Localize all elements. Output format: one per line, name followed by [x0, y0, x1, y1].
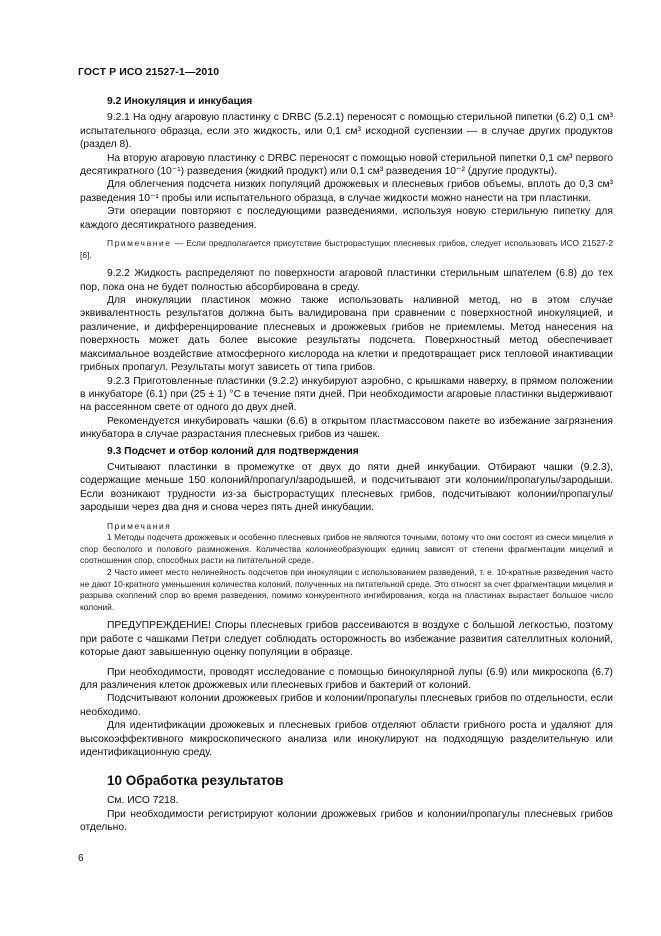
- page-number: 6: [78, 853, 84, 864]
- section-heading-9-3: 9.3 Подсчет и отбор колоний для подтверждения: [107, 445, 359, 457]
- paragraph: Подсчитывают колонии дрожжевых грибов и колонии/пропагулы плесневых грибов по отдельности, если необходимо.: [80, 693, 613, 718]
- note: [80, 238, 613, 261]
- paragraph-9-2-1: 9.2.1 На одну агаровую пластинку с DRBC (5.2.1) переносят с помощью стерильной пипетки (6.2) 0,1 см³ испытательного образца, если это жидкость, или 0,1 см³ исходной суспензии — в случае других продуктов (раздел 8).: [80, 112, 613, 151]
- notes-label: Примечания: [107, 520, 172, 531]
- paragraph: При необходимости регистрируют колонии дрожжевых грибов и колонии/пропагулы плесневых грибов отдельно.: [80, 808, 613, 834]
- paragraph: Для облегчения подсчета низких популяций дрожжевых и плесневых грибов объемы, вплоть до 0,3 см³ разведения 10⁻¹ пробы или испытательного образца, в случае жидкости можно нанести на три пластинки.: [80, 179, 613, 204]
- paragraph: При необходимости, проводят исследование с помощью бинокулярной лупы (6.9) или микроскопа (6.7) для различения клеток дрожжевых или плесневых грибов и бактерий от колоний.: [80, 666, 613, 691]
- warning-paragraph: ПРЕДУПРЕЖДЕНИЕ! Споры плесневых грибов рассеиваются в воздухе с большой легкостью, поэтому при работе с чашками Петри следует соблюдать осторожность во избежание развития сателлитных колоний, которые дают завышенную оценку популяции в образце.: [80, 620, 613, 659]
- note-2: 2 Часто имеет место нелинейность подсчетов при инокуляции с использованием разведений, т. е. 10-кратные разведения часто не дают 10-кратного уменьшения количества колоний, полученных на питательной среде. Это относят за счет фрагментации мицелия и разрыва скоплений спор во время разведения, помимо конкурентного ингибирования, когда на пластинах вырастает большое число колоний.: [80, 566, 613, 612]
- paragraph: Считывают пластинки в промежутке от двух до пяти дней инкубации. Отбирают чашки (9.2.3), содержащие меньше 150 колоний/пропагул/зародышей, и подсчитывают эти колонии/пропагулы/зародыши. Если возникают трудности из-за быстрорастущих плесневых грибов, подсчитывают колонии/пропагулы/зародыши через два дня и снова через пять дней инкубации.: [80, 461, 613, 514]
- note-text: — Если предполагается присутствие быстрорастущих плесневых грибов, следует использовать ИСО 21527-2 [6].: [80, 238, 613, 260]
- section-heading-9-2: 9.2 Инокуляция и инкубация: [107, 96, 253, 107]
- paragraph: Эти операции повторяют с последующими разведениями, используя новую стерильную пипетку для каждого десятикратного разведения.: [80, 206, 613, 231]
- page-body: [80, 95, 613, 835]
- section-heading-10: 10 Обработка результатов: [107, 773, 284, 789]
- note-1: 1 Методы подсчета дрожжевых и особенно плесневых грибов не являются точными, потому что они состоят из смеси мицелия и спор бесполого и полового размножения. Количества колониеобразующих единиц зависят от степени фрагментации мицелий и соотношения спор, способных расти на питательной среде.: [80, 532, 613, 566]
- document-header: ГОСТ Р ИСО 21527-1—2010: [78, 66, 220, 78]
- paragraph: Для инокуляции пластинок можно также использовать наливной метод, но в этом случае эквивалентность результатов должна быть валидирована при сравнении с поверхностной инокуляцией, и различение, и дифференцирование плесневых и дрожжевых грибов не приемлемы. Метод нанесения на поверхность может дать более высокие результаты подсчета. Поверхностный метод обеспечивает максимальное воздействие атмосферного кислорода на клетки и предотвращает риск тепловой инактивации грибных пропагул. Результаты могут зависеть от типа грибов.: [80, 295, 613, 374]
- paragraph: На вторую агаровую пластинку с DRBC переносят с помощью новой стерильной пипетки 0,1 см³ первого десятикратного (10⁻¹) разведения (жидкий продукт) или 0,1 см³ разведения 10⁻² (другие продукты).: [80, 152, 613, 178]
- paragraph: Рекомендуется инкубировать чашки (6.6) в открытом пластмассовом пакете во избежание загрязнения инкубатора в случае разрастания плесневых грибов из чашек.: [80, 415, 613, 441]
- note-label: Примечание: [107, 238, 172, 249]
- paragraph-9-2-3: 9.2.3 Приготовленные пластинки (9.2.2) инкубируют аэробно, с крышками наверху, в прямом положении в инкубаторе (6.1) при (25 ± 1) °C в течение пяти дней. При необходимости агаровые пластинки выдерживают на рассеянном свете от одного до двух дней.: [80, 375, 613, 414]
- paragraph: Для идентификации дрожжевых и плесневых грибов отделяют области грибного роста и удаляют для высокоэффективного микроскопического анализа или инокулируют на подходящую разделительную или идентификационную среду.: [80, 720, 613, 758]
- paragraph: См. ИСО 7218.: [107, 795, 179, 807]
- paragraph-9-2-2: 9.2.2 Жидкость распределяют по поверхности агаровой пластинки стерильным шпателем (6.8) до тех пор, пока она не будет полностью абсорбирована в среду.: [80, 268, 613, 293]
